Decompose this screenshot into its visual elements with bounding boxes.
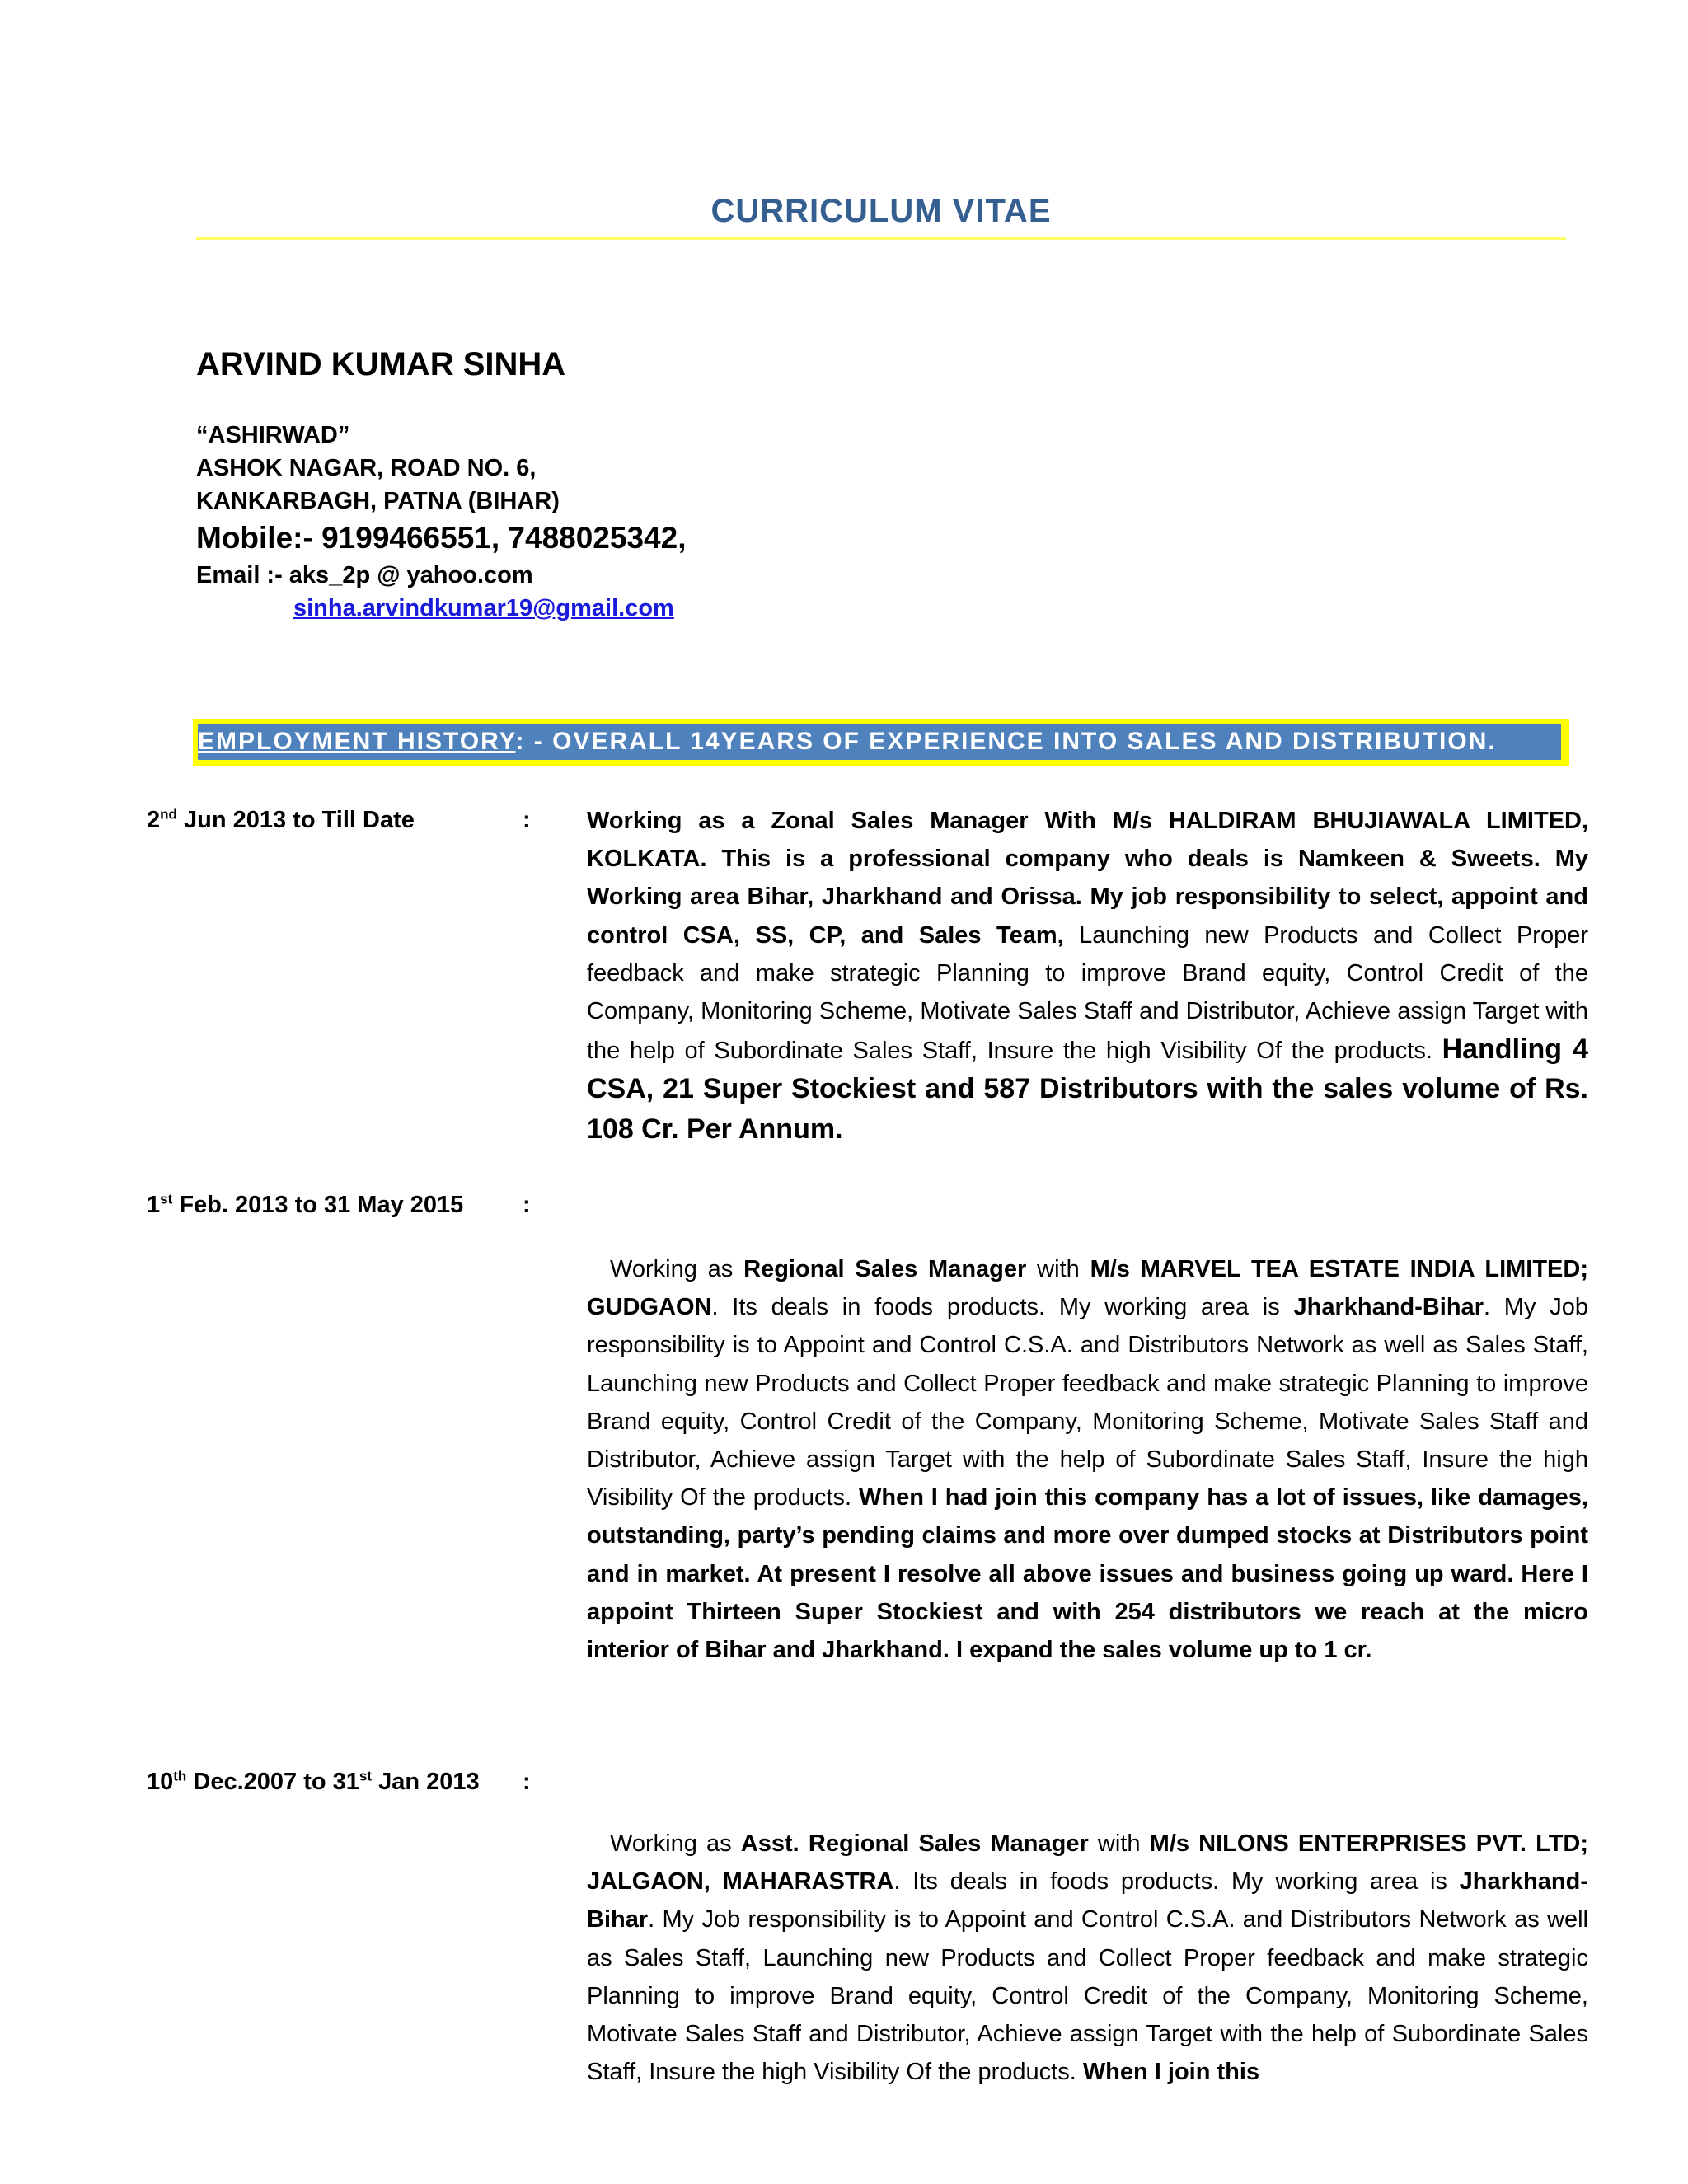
title-underline bbox=[196, 237, 1566, 240]
entry-2-date: 1st Feb. 2013 to 31 May 2015 bbox=[147, 1191, 464, 1218]
email-gmail-link[interactable]: sinha.arvindkumar19@gmail.com bbox=[293, 595, 674, 621]
candidate-name: ARVIND KUMAR SINHA bbox=[196, 346, 566, 382]
entry-2-description: Working as Regional Sales Manager with M/s MARVEL TEA ESTATE INDIA LIMITED; GUDGAON. Its deals in foods products. My working area is Jharkhand-Bihar. My Job responsibility is to Appoint and Control C.S.A. and Distributors Network as well as Sales Staff, Launching new Products and Collect Proper feedback and make strategic Planning to improve Brand equity, Control Credit of the Company, Monitoring Scheme, Motivate Sales Staff and Distributor, Achieve assign Target with the help of Subordinate Sales Staff, Insure the high Visibility Of the products. When I had join this company has a lot of issues, like damages, outstanding, party’s pending claims and more over dumped stocks at Distributors point and in market. At present I resolve all above issues and business going up ward. Here I appoint Thirteen Super Stockiest and with 254 distributors we reach at the micro interior of Bihar and Jharkhand. I expand the sales volume up to 1 cr. bbox=[587, 1256, 1588, 1664]
entry-1-colon: : bbox=[523, 807, 531, 833]
entry-3-colon: : bbox=[523, 1769, 531, 1795]
page-title: CURRICULUM VITAE bbox=[710, 193, 1052, 229]
employment-history-summary: : - OVERALL 14YEARS OF EXPERIENCE INTO SALES AND DISTRIBUTION. bbox=[515, 728, 1497, 755]
entry-1-date: 2nd Jun 2013 to Till Date bbox=[147, 806, 415, 833]
address-line-1: “ASHIRWAD” bbox=[196, 422, 350, 448]
address-line-3: KANKARBAGH, PATNA (BIHAR) bbox=[196, 488, 560, 514]
entry-3-date: 10th Dec.2007 to 31st Jan 2013 bbox=[147, 1768, 480, 1795]
employment-history-label: EMPLOYMENT HISTORY bbox=[198, 728, 516, 755]
employment-history-heading bbox=[198, 724, 1561, 760]
mobile-numbers: Mobile:- 9199466551, 7488025342, bbox=[196, 521, 687, 555]
employment-history-banner bbox=[193, 719, 1569, 766]
entry-1-description: Working as a Zonal Sales Manager With M/s HALDIRAM BHUJIAWALA LIMITED, KOLKATA. This is a professional company who deals is Namkeen & Sweets. My Working area Bihar, Jharkhand and Orissa. My job responsibility to select, appoint and control CSA, SS, CP, and Sales Team, Launching new Products and Collect Proper feedback and make strategic Planning to improve Brand equity, Control Credit of the Company, Monitoring Scheme, Motivate Sales Staff and Distributor, Achieve assign Target with the help of Subordinate Sales Staff, Insure the high Visibility Of the products. Handling 4 CSA, 21 Super Stockiest and 587 Distributors with the sales volume of Rs. 108 Cr. Per Annum. bbox=[587, 808, 1588, 1145]
entry-3-description: Working as Asst. Regional Sales Manager with M/s NILONS ENTERPRISES PVT. LTD; JALGAON, MAHARASTRA. Its deals in foods products. My working area is Jharkhand-Bihar. My Job responsibility is to Appoint and Control C.S.A. and Distributors Network as well as Sales Staff, Launching new Products and Collect Proper feedback and make strategic Planning to improve Brand equity, Control Credit of the Company, Monitoring Scheme, Motivate Sales Staff and Distributor, Achieve assign Target with the help of Subordinate Sales Staff, Insure the high Visibility Of the products. When I join this bbox=[587, 1830, 1589, 2086]
entry-2-colon: : bbox=[523, 1192, 531, 1218]
email-yahoo: Email :- aks_2p @ yahoo.com bbox=[196, 562, 533, 588]
address-line-2: ASHOK NAGAR, ROAD NO. 6, bbox=[196, 455, 537, 481]
